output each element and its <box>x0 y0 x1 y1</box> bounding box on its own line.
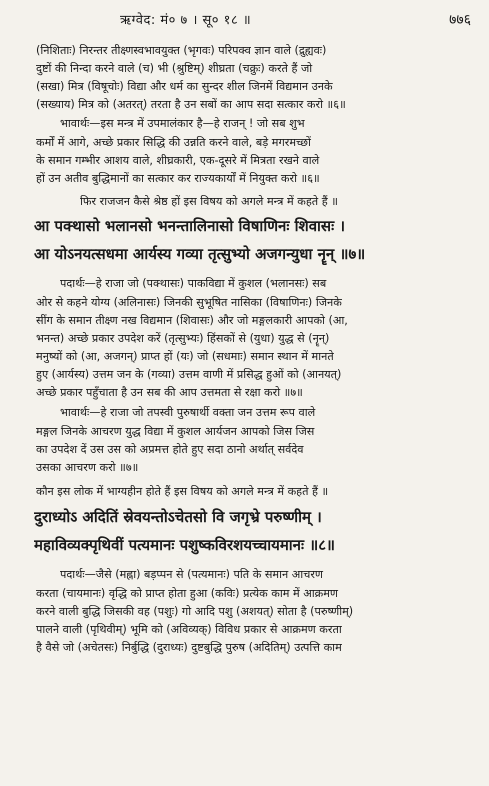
text-line: मङ्गल जिनके आचरण युद्ध विद्या में कुशल आर्यजन आपको जिस जिस <box>36 425 315 438</box>
text-line: हों उन अतीव बुद्धिमानों का सत्कार कर राज्यकार्यों में नियुक्त करो ॥६॥ <box>36 172 320 185</box>
text-line: करने वाली बुद्धि जिसकी वह (पशुः) गो आदि पशु (अशयत्) सोता है (परुष्णीम्) <box>36 605 354 618</box>
padartha-line: पदार्थः—हे राजा जो (पक्थासः) पाकविद्या में कुशल (भलानसः) सब <box>60 277 327 290</box>
text-line: कर्मों में आगे, अच्छे प्रकार सिद्धि की उन्नति करने वाले, बड़े मगरमच्छों <box>36 136 311 149</box>
mantra-line: महाविव्यक्पृथिवीं पत्यमानः पशुष्कविरशयच्चायमानः ॥८॥ <box>34 536 336 554</box>
text-line: (सखा) मित्र (विषूचोः) विद्या और धर्म का सुन्दर शील जिनमें विद्यमान उनके <box>36 80 333 93</box>
text-line: हुए (आर्यस्य) उत्तम जन के (गव्या) उत्तम वाणी में प्रसिद्ध हुओं को (आनयत्) <box>36 368 342 381</box>
text-line: मनुष्यों को (आ, अजगन्) प्राप्त हों (यः) जो (सधमाः) समान स्थान में मानते <box>36 350 334 363</box>
text-line: सींग के समान तीक्ष्ण नख विद्यमान (शिवासः) और जो मङ्गलकारी आपको (आ, <box>36 314 348 327</box>
text-line: (सख्याय) मित्र को (अतरत्) तरता है उन सबों का आप सदा सत्कार करो ॥६॥ <box>36 98 346 111</box>
text-line: अच्छे प्रकार पहुँचाता है उन सब की आप उत्तमता से रक्षा करो ॥७॥ <box>36 386 303 399</box>
page-header <box>0 8 489 34</box>
bhavartha-line: भावार्थः—हे राजा जो तपस्वी पुरुषार्थी वक्ता जन उत्तम रूप वाले <box>60 406 316 419</box>
running-header: ऋग्वेद: मं० ७ । सू० १८ ॥ <box>120 13 252 28</box>
mantra-line: आ पक्थासो भलानसो भनन्तालिनासो विषाणिनः शिवासः । <box>34 217 346 235</box>
page-number: ७७६ <box>449 12 471 28</box>
padartha-line: पदार्थः—जैसे (मह्ना) बड़प्पन से (पत्यमानः) पति के समान आचरण <box>60 568 323 581</box>
text-line: के समान गम्भीर आशय वाले, शीघ्रकारी, एक-दूसरे में मित्रता रखने वाले <box>36 154 320 167</box>
text-line: है वैसे जो (अचेतसः) निर्बुद्धि (दुराध्यः) दुष्टबुद्धि पुरुष (अदितिम्) उत्पत्ति काम <box>36 641 342 654</box>
text-line: भनन्त) अच्छे प्रकार उपदेश करें (तृत्सुभ्यः) हिंसकों से (युधा) युद्ध से (नॄन्) <box>36 332 330 345</box>
intro-line: फिर राजजन कैसे श्रेष्ठ हों इस विषय को अगले मन्त्र में कहते हैं ॥ <box>80 195 338 208</box>
text-line: का उपदेश दें उस उस को अप्रमत्त होते हुए सदा ठानो अर्थात् सर्वदेव <box>36 443 304 456</box>
text-line: करता (चायमानः) वृद्धि को प्राप्त होता हुआ (कविः) प्रत्येक काम में आक्रमण <box>36 587 339 600</box>
mantra-line: दुराध्योऽ अदितिं स्रेवयन्तोऽचेतसो वि जगृभ्रे परुष्णीम् । <box>34 508 322 526</box>
text-line: दुष्टों की निन्दा करने वाले (च) भी (श्रुष्टिम्) शीघ्रता (चक्रुः) करते हैं जो <box>36 62 313 75</box>
intro-line: कौन इस लोक में भाग्यहीन होते हैं इस विषय को अगले मन्त्र में कहते हैं ॥ <box>36 485 329 498</box>
bhavartha-line: भावार्थः—इस मन्त्र में उपमालंकार है—हे राजन् ! जो सब शुभ <box>60 117 305 130</box>
text-line: (निशिताः) निरन्तर तीक्ष्णस्वभावयुक्त (भृगवः) परिपक्व ज्ञान वाले (द्रुह्यवः) <box>36 44 327 57</box>
text-line: पालने वाली (पृथिवीम्) भूमि को (अविव्यक्) विविध प्रकार से आक्रमण करता <box>36 623 342 636</box>
mantra-line: आ योऽनयत्सधमा आर्यस्य गव्या तृत्सुभ्यो अजगन्युधा नॄन् ॥७॥ <box>34 245 366 263</box>
text-line: उसका आचरण करो ॥७॥ <box>36 461 139 474</box>
text-line: ओर से कहने योग्य (अलिनासः) जिनकी सुभूषित नासिका (विषाणिनः) जिनके <box>36 296 342 309</box>
